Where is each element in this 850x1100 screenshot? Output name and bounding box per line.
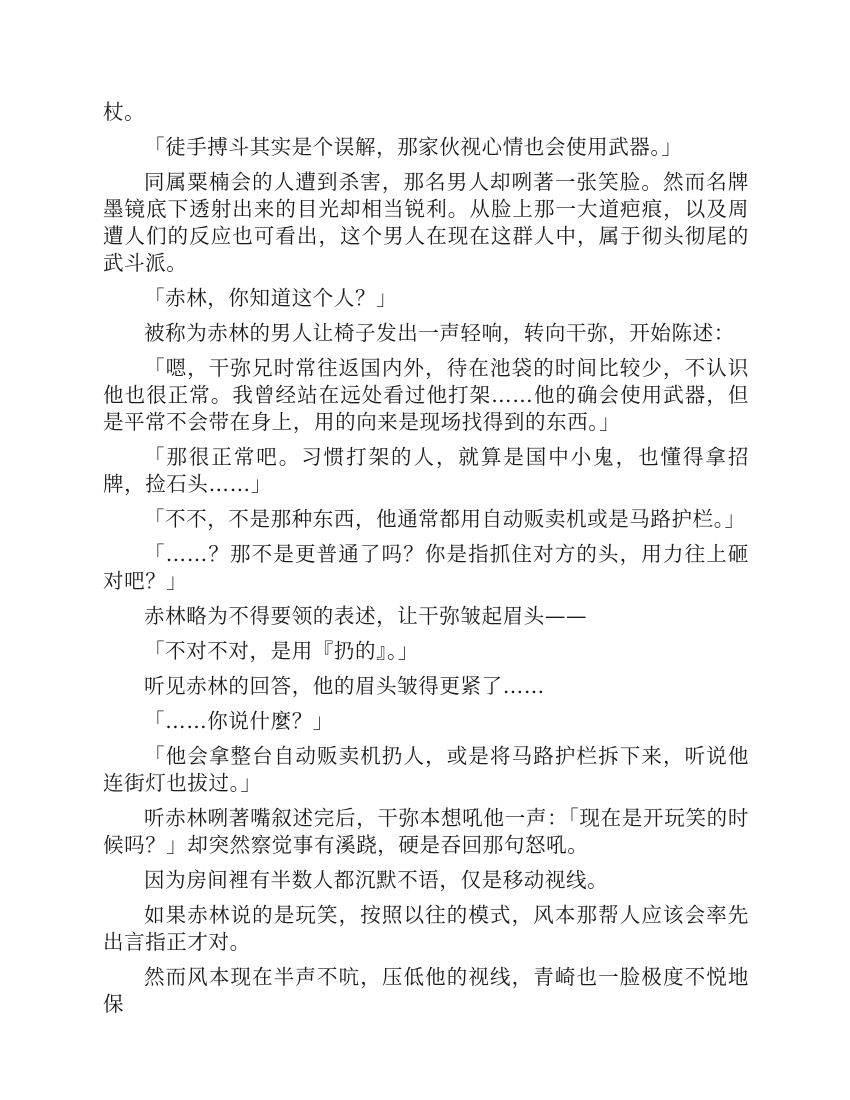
paragraph: 同属粟楠会的人遭到杀害，那名男人却咧著一张笑脸。然而名牌墨镜底下透射出来的目光却相当锐利。从脸上那一大道疤痕，以及周遭人们的反应也可看出，这个男人在现在这群人中，属于彻头彻尾的武斗派。 [103, 170, 749, 275]
paragraph: 因为房间裡有半数人都沉默不语，仅是移动视线。 [144, 868, 609, 892]
paragraph: 赤林略为不得要领的表述，让干弥皱起眉头—— [144, 604, 588, 628]
paragraph: 「……你说什麼？」 [144, 709, 334, 733]
paragraph: 「嗯，干弥兄时常往返国内外，待在池袋的时间比较少，不认识他也很正常。我曾经站在远处看过他打架……他的确会使用武器，但是平常不会带在身上，用的向来是现场找得到的东西。」 [103, 356, 749, 434]
paragraph: 「徒手搏斗其实是个误解，那家伙视心情也会使用武器。」 [144, 135, 683, 159]
paragraph: 「不对不对，是用『扔的』。」 [144, 639, 419, 663]
paragraph: 「不不，不是那种东西，他通常都用自动贩卖机或是马路护栏。」 [144, 507, 746, 531]
paragraph: 听赤林咧著嘴叙述完后，干弥本想吼他一声：「现在是开玩笑的时候吗？」却突然察觉事有溪跷，硬是吞回那句怒吼。 [103, 806, 749, 857]
paragraph: 然而风本现在半声不吭，压低他的视线，青崎也一脸极度不悦地保 [103, 965, 749, 1016]
paragraph: 「……？那不是更普通了吗？你是指抓住对方的头，用力往上砸对吧？」 [103, 542, 749, 593]
paragraph: 被称为赤林的男人让椅子发出一声轻响，转向干弥，开始陈述： [144, 321, 735, 345]
paragraph: 「那很正常吧。习惯打架的人，就算是国中小鬼，也懂得拿招牌，捡石头……」 [103, 445, 749, 496]
paragraph: 如果赤林说的是玩笑，按照以往的模式，风本那帮人应该会率先出言指正才对。 [103, 903, 749, 954]
page-body [103, 99, 749, 1026]
paragraph: 杖。 [103, 100, 146, 124]
paragraph: 「赤林，你知道这个人？」 [144, 286, 398, 310]
paragraph: 听见赤林的回答，他的眉头皱得更紧了…… [144, 674, 545, 698]
paragraph: 「他会拿整台自动贩卖机扔人，或是将马路护栏拆下来，听说他连街灯也拔过。」 [103, 744, 749, 795]
